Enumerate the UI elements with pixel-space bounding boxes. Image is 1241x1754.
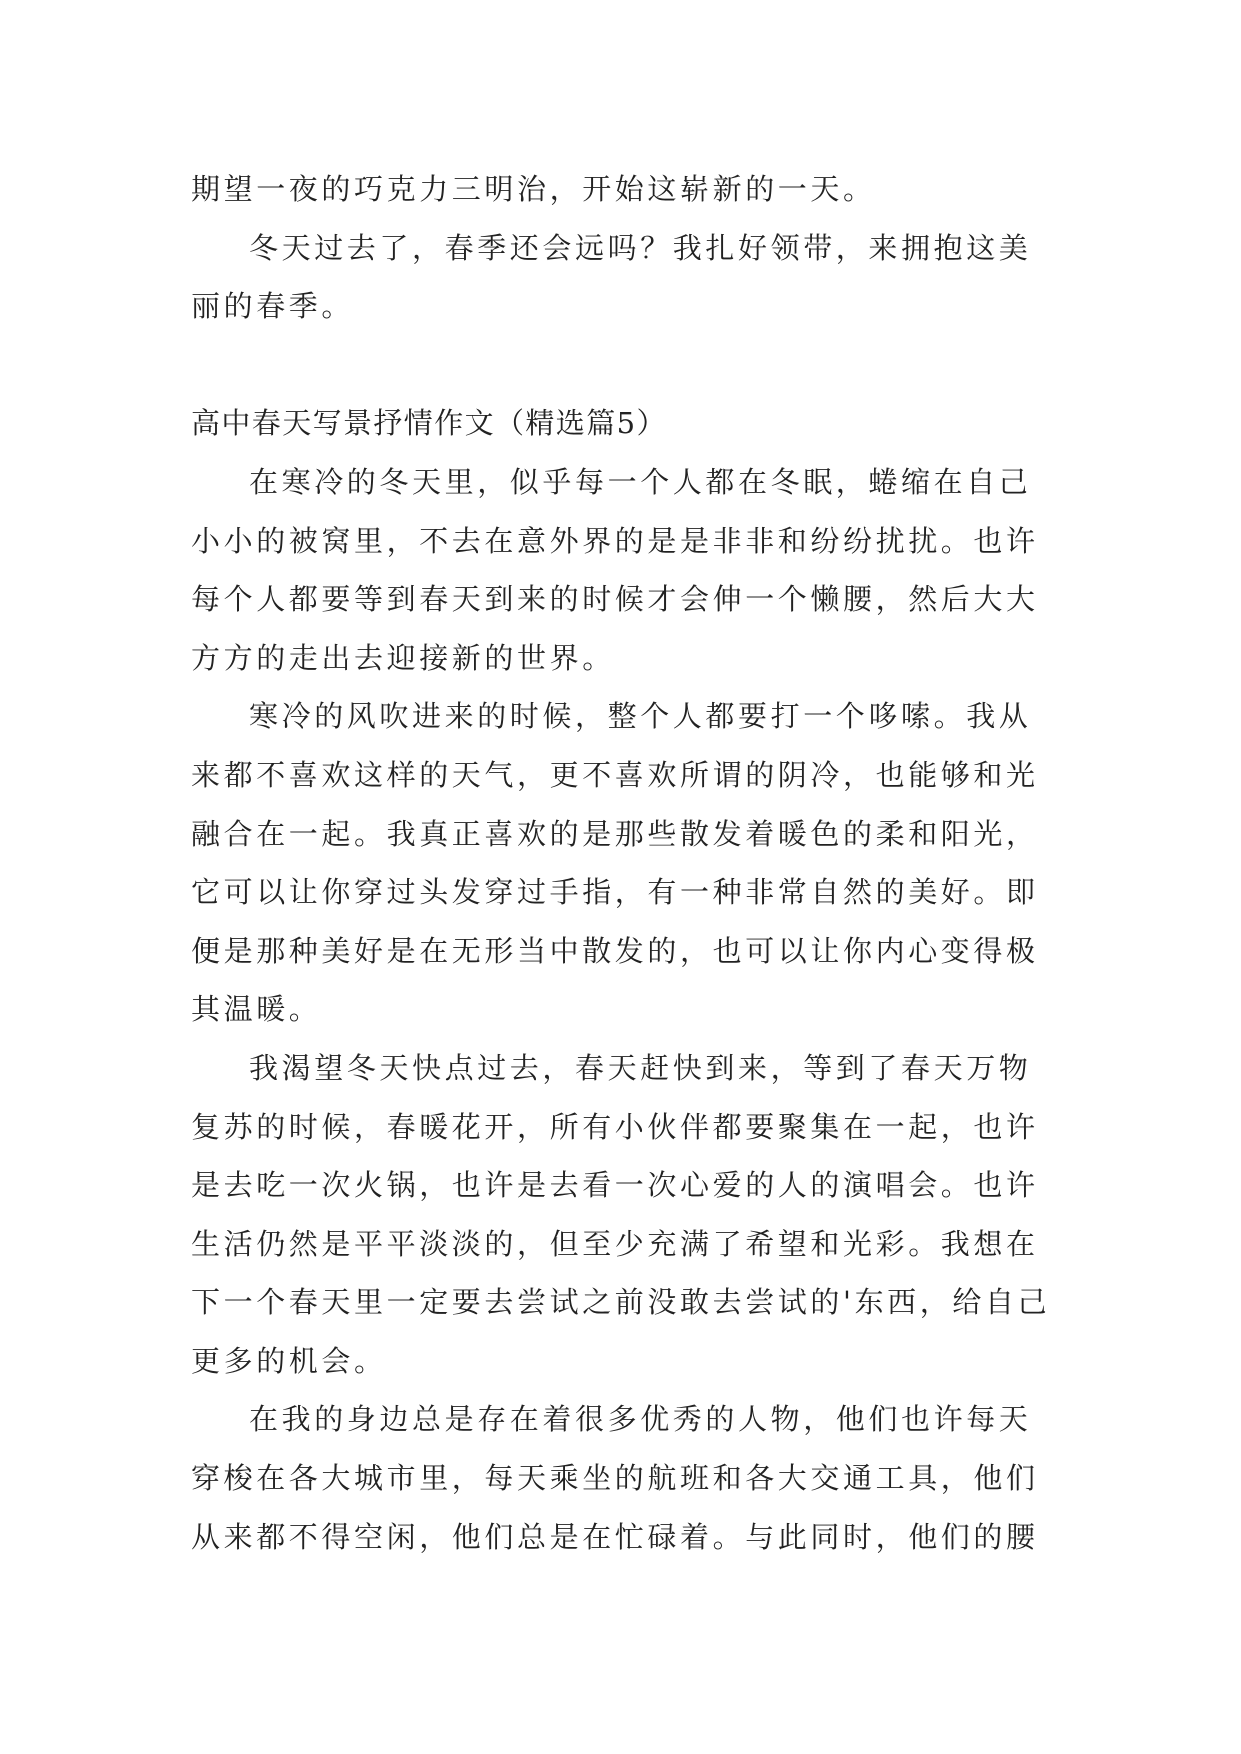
document-body [191, 160, 1051, 1566]
paragraph-spring-arrives: 冬天过去了，春季还会远吗？我扎好领带，来拥抱这美丽的春季。 [191, 230, 1032, 324]
paragraph-longing-for-spring: 我渴望冬天快点过去，春天赶快到来，等到了春天万物复苏的时候，春暖花开，所有小伙伴都要聚集在一起，也许是去吃一次火锅，也许是去看一次心爱的人的演唱会。也许生活仍然是平平淡淡的，但至少充满了希望和光彩。我想在下一个春天里一定要去尝试之前没敢去尝试的'东西，给自己更多的机会。 [191, 1050, 1051, 1378]
continuation-paragraph: 期望一夜的巧克力三明治，开始这崭新的一天。 [191, 172, 876, 206]
paragraph-winter-hibernation: 在寒冷的冬天里，似乎每一个人都在冬眠，蜷缩在自己小小的被窝里，不去在意外界的是是非非和纷纷扰扰。也许每个人都要等到春天到来的时候才会伸一个懒腰，然后大大方方的走出去迎接新的世界。 [191, 464, 1039, 675]
section-gap [191, 336, 1051, 395]
paragraph-cold-wind: 寒冷的风吹进来的时候，整个人都要打一个哆嗦。我从来都不喜欢这样的天气，更不喜欢所谓的阴冷，也能够和光融合在一起。我真正喜欢的是那些散发着暖色的柔和阳光，它可以让你穿过头发穿过手指，有一种非常自然的美好。即便是那种美好是在无形当中散发的，也可以让你内心变得极其温暖。 [191, 699, 1039, 1027]
section-title: 高中春天写景抒情作文（精选篇5） [191, 406, 667, 441]
paragraph-busy-people: 在我的身边总是存在着很多优秀的人物，他们也许每天穿梭在各大城市里，每天乘坐的航班和各大交通工具，他们从来都不得空闲，他们总是在忙碌着。与此同时，他们的腰 [191, 1402, 1039, 1554]
